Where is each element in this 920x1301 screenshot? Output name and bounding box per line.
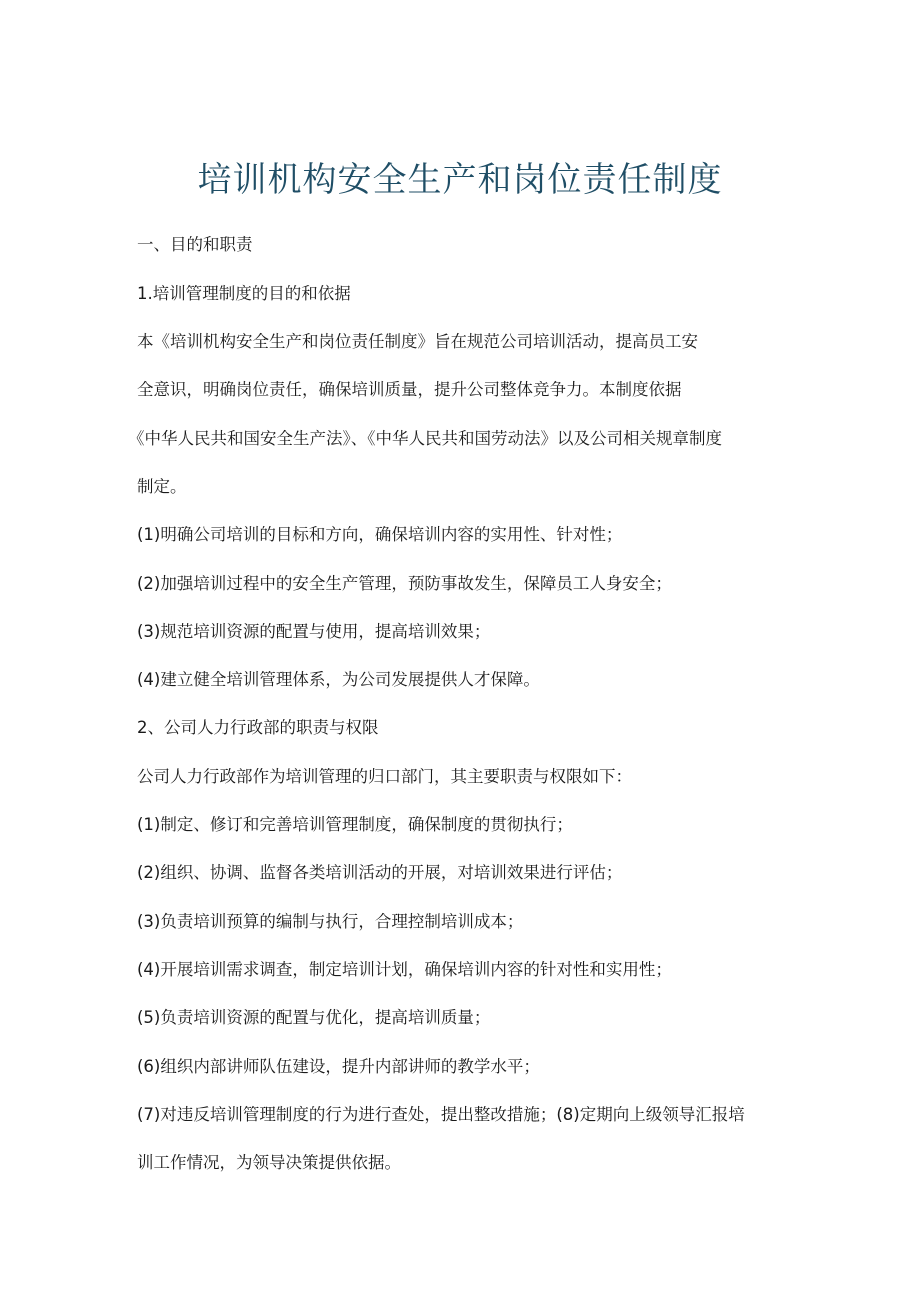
paragraph-line: 训工作情况，为领导决策提供依据。	[137, 1153, 401, 1172]
list-item: (3)负责培训预算的编制与执行，合理控制培训成本；	[137, 912, 524, 931]
subsection-heading: 1.培训管理制度的目的和依据	[137, 284, 351, 303]
paragraph-line: 公司人力行政部作为培训管理的归口部门，其主要职责与权限如下：	[137, 767, 632, 786]
paragraph-line: 本《培训机构安全生产和岗位责任制度》旨在规范公司培训活动，提高员工安	[137, 332, 698, 351]
list-item: (4)建立健全培训管理体系，为公司发展提供人才保障。	[137, 670, 540, 689]
list-item: (6)组织内部讲师队伍建设，提升内部讲师的教学水平；	[137, 1057, 540, 1076]
paragraph-line: 制定。	[137, 477, 187, 496]
paragraph-line: 全意识，明确岗位责任，确保培训质量，提升公司整体竞争力。本制度依据	[137, 380, 682, 399]
list-item: (3)规范培训资源的配置与使用，提高培训效果；	[137, 622, 491, 641]
subsection-heading: 2、公司人力行政部的职责与权限	[137, 718, 379, 737]
document-title: 培训机构安全生产和岗位责任制度	[197, 160, 723, 200]
list-item: (4)开展培训需求调查，制定培训计划，确保培训内容的针对性和实用性；	[137, 960, 672, 979]
paragraph-line: 《中华人民共和国安全生产法》、《中华人民共和国劳动法》以及公司相关规章制度	[128, 429, 722, 448]
section-heading: 一、目的和职责	[137, 235, 253, 254]
list-item: (2)组织、协调、监督各类培训活动的开展，对培训效果进行评估；	[137, 863, 623, 882]
list-item: (1)明确公司培训的目标和方向，确保培训内容的实用性、针对性；	[137, 525, 623, 544]
list-item: (7)对违反培训管理制度的行为进行查处，提出整改措施；(8)定期向上级领导汇报培	[137, 1105, 745, 1124]
list-item: (2)加强培训过程中的安全生产管理，预防事故发生，保障员工人身安全；	[137, 574, 672, 593]
list-item: (1)制定、修订和完善培训管理制度，确保制度的贯彻执行；	[137, 815, 573, 834]
list-item: (5)负责培训资源的配置与优化，提高培训质量；	[137, 1008, 491, 1027]
